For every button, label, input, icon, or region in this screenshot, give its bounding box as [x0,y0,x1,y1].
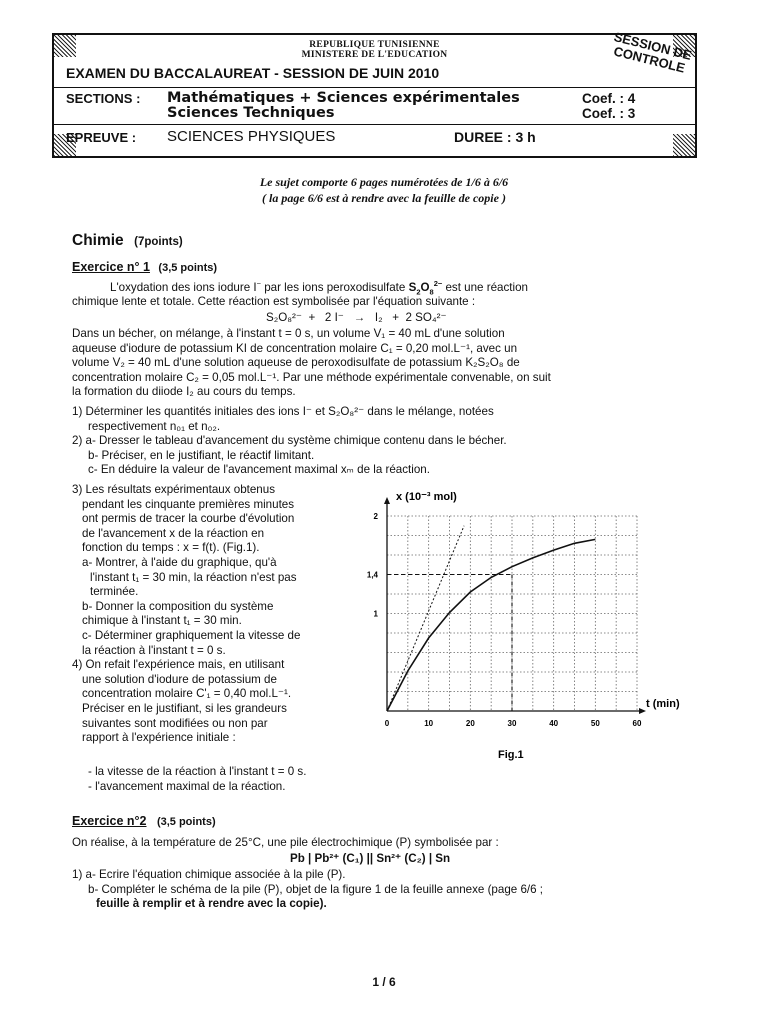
q1-text: 1) Déterminer les quantités initiales des ions I⁻ et S₂O₈²⁻ dans le mélange, notées [72,405,494,418]
section-title [72,232,183,250]
ex2-q1c: feuille à remplir et à rendre avec la copie). [96,897,327,911]
q4-line: concentration molaire C'₁ = 0,40 mol.L⁻¹. [82,687,292,701]
avancement-chart [360,486,700,766]
q3-line: fonction du temps : x = f(t). (Fig.1). [82,541,260,555]
text: Dans un bécher, on mélange, à l'instant t = 0 s, un volume V₁ = 40 mL d'une solution [72,327,505,340]
q2c-text: c- En déduire la valeur de l'avancement maximal xₘ de la réaction. [88,463,430,477]
q4-line: rapport à l'expérience initiale : [82,731,236,745]
ministry-label: MINISTERE DE L'EDUCATION [301,50,448,60]
q4-bullet: - la vitesse de la réaction à l'instant t = 0 s. [88,765,307,778]
q3-line: pendant les cinquante premières minutes [82,497,295,511]
ex1-p1: L'oxydation des ions iodure I− par les ions peroxodisulfate $S_2O_8^{2-}$ est une réaction [110,279,528,297]
ex2-q1a: 1) a- Ecrire l'équation chimique associée à la pile (P). [72,868,346,881]
coef-1: Coef. : 4 [582,91,636,106]
q3-line: b- Donner la composition du système [82,599,274,613]
x-tick-label: 40 [549,719,559,728]
ex1-points: (3,5 points) [158,262,218,274]
session-stamp: SESSION DE CONTROLE [612,29,694,76]
ex1-p1-cont: chimique lente et totale. Cette réaction est symbolisée par l'équation suivante : [72,295,476,308]
sections-label: SECTIONS : [66,91,141,106]
intro-line-1: Le sujet comporte 6 pages numérotées de 1/6 à 6/6 [259,175,509,189]
corner-ornament [673,134,695,156]
x-axis-label: t (min) [646,698,680,710]
x-tick-label: 20 [465,719,475,728]
y-tick-label: 1 [373,609,378,619]
ex2-points: (3,5 points) [156,816,216,828]
epreuve-name: SCIENCES PHYSIQUES [167,128,336,145]
x-tick-label: 50 [590,719,600,728]
divider [54,124,695,125]
ex1-questions-1-2 [72,405,697,478]
y-axis-arrow [384,497,390,504]
exam-header [52,29,697,158]
chart-axes [367,497,646,728]
ex2-questions [72,868,697,912]
q3-line: l'instant t₁ = 30 min, la réaction n'est pas [90,570,297,584]
text: la formation du diiode I₂ au cours du temps. [72,385,296,399]
chimie-title: Chimie [72,232,124,249]
ex1-heading [72,258,217,276]
ex1-q4-bullets [88,765,306,794]
q2a-text: 2) a- Dresser le tableau d'avancement du système chimique contenu dans le bécher. [72,434,507,448]
q2b-text: b- Préciser, en le justifiant, le réactif limitant. [88,448,315,462]
text: concentration molaire C₂ = 0,05 mol.L⁻¹. Par une méthode expérimentale convenable, on suit [72,370,551,384]
y-tick-label: 1,4 [366,570,378,580]
duration: DUREE : 3 h [454,129,536,145]
q3-line: terminée. [90,585,139,599]
q4-line: 4) On refait l'expérience mais, en utilisant [72,658,285,672]
text: est une réaction [442,281,528,294]
text: aqueuse d'iodure de potassium KI de concentration molaire C₁ = 0,20 mol.L⁻¹, avec un [72,341,518,355]
ex2-p1: On réalise, à la température de 25°C, une pile électrochimique (P) symbolisée par : [72,836,499,849]
tangent-line [387,526,464,711]
ex1-equation: S₂O₈²⁻ + 2 I⁻ → I₂ + 2 SO₄²⁻ [266,311,447,324]
q4-bullet: - l'avancement maximal de la réaction. [88,779,286,793]
section-math: Mathématiques + Sciences expérimentales [167,90,520,106]
x-tick-label: 0 [384,719,390,728]
x-tick-label: 30 [507,719,517,728]
ex2-pile: Pb | Pb²⁺ (C₁) || Sn²⁺ (C₂) | Sn [290,852,451,865]
ex1-q3 [72,483,357,746]
q1-text-cont: respectivement n₀₁ et n₀₂. [88,419,221,433]
divider [54,87,695,88]
q4-line: suivantes sont modifiées ou non par [82,716,268,730]
intro-line-2: ( la page 6/6 est à rendre avec la feuille de copie ) [262,191,506,205]
figure-caption: Fig.1 [498,749,524,761]
ex2-title: Exercice n°2 [72,814,147,828]
text: par les ions peroxodisulfate [260,281,409,294]
q3-line: a- Montrer, à l'aide du graphique, qu'à [82,555,277,569]
ex1-statement [72,327,697,400]
q3-line: c- Déterminer graphiquement la vitesse de [82,628,301,642]
q4-line: une solution d'iodure de potassium de [82,672,277,686]
coef-2: Coef. : 3 [582,106,636,121]
text: volume V₂ = 40 mL d'une solution aqueuse de peroxodisulfate de potassium K₂S₂O₈ de [72,356,520,370]
chimie-points: (7points) [134,236,183,248]
x-axis-arrow [639,708,646,714]
section-tech: Sciences Techniques [167,105,335,121]
q3-line: chimique à l'instant t₁ = 30 min. [82,614,242,628]
q3-line: de l'avancement x de la réaction en [82,526,265,540]
y-axis-label: x (10⁻³ mol) [396,491,457,503]
x-tick-label: 10 [424,719,434,728]
ex1-title: Exercice n° 1 [72,260,150,274]
y-tick-label: 2 [373,512,378,521]
republic-label: REPUBLIQUE TUNISIENNE [309,40,440,50]
x-tick-label: 60 [632,719,642,728]
page-number: 1 / 6 [372,975,396,989]
ex2-heading [72,812,216,830]
epreuve-label: EPREUVE : [66,130,137,145]
q3-line: 3) Les résultats expérimentaux obtenus [72,483,276,496]
q4-line: Préciser en le justifiant, si les grandeurs [82,701,287,715]
exam-title: EXAMEN DU BACCALAUREAT - SESSION DE JUIN 2010 [66,65,440,81]
q3-line: ont permis de tracer la courbe d'évolution [82,512,295,526]
text: L'oxydation des ions iodure I [110,281,257,294]
ex2-q1b: b- Compléter le schéma de la pile (P), objet de la figure 1 de la feuille annexe (page 6/6 ; [88,882,543,896]
q3-line: la réaction à l'instant t = 0 s. [82,643,226,657]
